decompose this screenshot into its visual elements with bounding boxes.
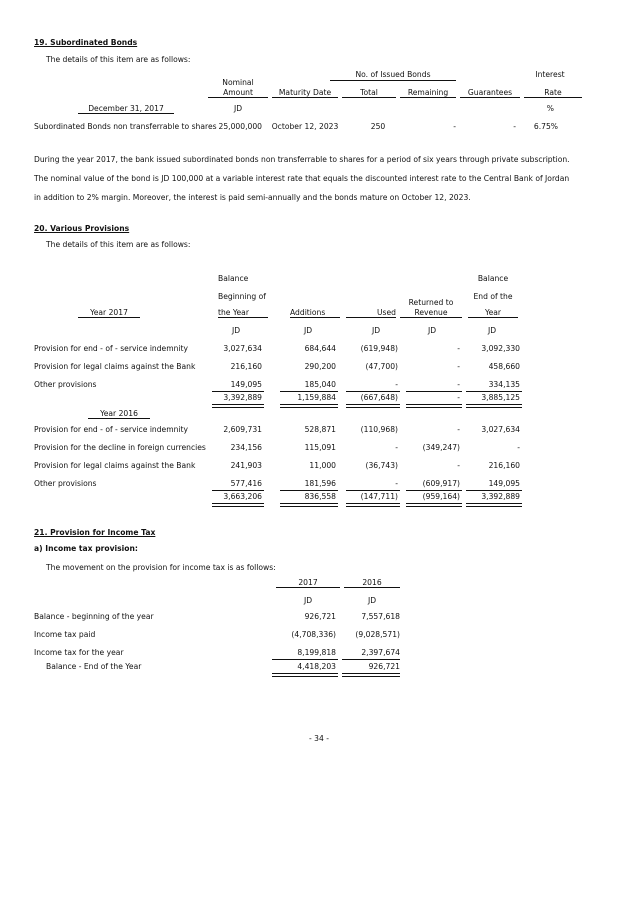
cell-maturity: October 12, 2023 — [271, 122, 339, 131]
col-interest: Interest — [535, 70, 565, 79]
col-guarantees: Guarantees — [460, 88, 520, 98]
issued-bonds-group-header: No. of Issued Bonds — [355, 70, 431, 79]
col-total: Total — [342, 88, 396, 98]
year-2016-label: Year 2016 — [88, 409, 150, 419]
double-rule — [212, 404, 264, 408]
cell-end: 334,135 — [488, 380, 520, 389]
cell-begin: 2,609,731 — [223, 425, 262, 434]
cell-rate: 6.75% — [533, 122, 558, 131]
col-2017: 2017 — [276, 578, 340, 588]
cell-2017: (4,708,336) — [291, 630, 336, 639]
double-rule — [212, 503, 264, 507]
sum-rule — [342, 659, 400, 660]
double-rule — [466, 404, 522, 408]
cell-begin: 216,160 — [230, 362, 262, 371]
sum-rule — [466, 391, 522, 392]
row-label: Other provisions — [34, 479, 97, 488]
cell-end: 216,160 — [488, 461, 520, 470]
col-beginning: Beginning of — [218, 292, 266, 301]
cell-used-total: (667,648) — [360, 393, 398, 402]
col-nominal: Nominal — [222, 78, 254, 87]
col-the-year: the Year — [218, 308, 268, 318]
cell-begin-total: 3,392,889 — [223, 393, 262, 402]
cell-used: - — [395, 443, 398, 452]
header-rule — [330, 80, 456, 81]
section-19-heading: 19. Subordinated Bonds — [34, 38, 138, 47]
double-rule — [406, 503, 462, 507]
unit-percent: % — [546, 104, 554, 113]
cell-used: - — [395, 479, 398, 488]
unit-jd: JD — [427, 326, 437, 335]
date-label: December 31, 2017 — [78, 104, 174, 114]
cell-2017-total: 4,418,203 — [297, 662, 336, 671]
col-amount: Amount — [208, 88, 268, 98]
cell-end: 3,027,634 — [481, 425, 520, 434]
row-label: Provision for legal claims against the Bank — [34, 461, 196, 470]
cell-2016: (9,028,571) — [355, 630, 400, 639]
section-21-intro: The movement on the provision for income tax is as follows: — [46, 563, 276, 572]
cell-additions: 115,091 — [304, 443, 336, 452]
cell-end-total: 3,885,125 — [481, 393, 520, 402]
cell-2016: 2,397,674 — [361, 648, 400, 657]
col-returned: Returned to — [408, 298, 454, 307]
sum-rule — [406, 490, 462, 491]
paragraph: in addition to 2% margin. Moreover, the interest is paid semi-annually and the bonds mature on October 12, 2023. — [34, 193, 471, 202]
cell-end: 3,092,330 — [481, 344, 520, 353]
cell-returned: - — [457, 461, 460, 470]
cell-additions: 684,644 — [304, 344, 336, 353]
sum-rule — [466, 490, 522, 491]
double-rule — [280, 404, 338, 408]
cell-returned: - — [457, 425, 460, 434]
cell-2016: 7,557,618 — [361, 612, 400, 621]
sum-rule — [212, 391, 264, 392]
cell-additions-total: 1,159,884 — [297, 393, 336, 402]
cell-end: - — [517, 443, 520, 452]
year-2017-label: Year 2017 — [78, 308, 140, 318]
cell-used: (110,968) — [360, 425, 398, 434]
double-rule — [346, 404, 400, 408]
cell-additions-total: 836,558 — [304, 492, 336, 501]
cell-additions: 290,200 — [304, 362, 336, 371]
cell-used: (36,743) — [365, 461, 398, 470]
cell-begin: 241,903 — [230, 461, 262, 470]
unit-jd: JD — [233, 104, 243, 113]
cell-begin: 577,416 — [230, 479, 262, 488]
cell-additions: 181,596 — [304, 479, 336, 488]
cell-used: - — [395, 380, 398, 389]
cell-remaining: - — [453, 122, 456, 131]
col-revenue: Revenue — [400, 308, 462, 318]
cell-used: (47,700) — [365, 362, 398, 371]
cell-2016-total: 926,721 — [368, 662, 400, 671]
sum-rule — [346, 490, 400, 491]
cell-returned: - — [457, 344, 460, 353]
cell-amount: 25,000,000 — [218, 122, 262, 131]
col-additions: Additions — [290, 308, 340, 318]
double-rule — [346, 503, 400, 507]
double-rule — [406, 404, 462, 408]
col-2016: 2016 — [344, 578, 400, 588]
row-label: Provision for end - of - service indemnity — [34, 425, 189, 434]
sum-rule — [406, 391, 462, 392]
sub-heading-a: a) Income tax provision: — [34, 544, 138, 553]
cell-additions: 185,040 — [304, 380, 336, 389]
cell-2017: 926,721 — [304, 612, 336, 621]
cell-returned: (609,917) — [422, 479, 460, 488]
sum-rule — [280, 490, 338, 491]
row-label: Income tax for the year — [34, 648, 124, 657]
unit-jd: JD — [367, 596, 377, 605]
cell-begin: 3,027,634 — [223, 344, 262, 353]
cell-returned-total: - — [457, 393, 460, 402]
cell-2017: 8,199,818 — [297, 648, 336, 657]
cell-returned-total: (959,164) — [422, 492, 460, 501]
section-19-intro: The details of this item are as follows: — [46, 55, 191, 64]
col-balance-end: Balance — [477, 274, 509, 283]
double-rule — [342, 673, 400, 677]
cell-used-total: (147,711) — [360, 492, 398, 501]
cell-begin-total: 3,663,206 — [223, 492, 262, 501]
unit-jd: JD — [487, 326, 497, 335]
cell-end: 149,095 — [488, 479, 520, 488]
cell-total: 250 — [370, 122, 386, 131]
row-label: Provision for end - of - service indemnity — [34, 344, 189, 353]
col-end-of-the: End of the — [473, 292, 513, 301]
unit-jd: JD — [231, 326, 241, 335]
sum-rule — [346, 391, 400, 392]
unit-jd: JD — [303, 326, 313, 335]
double-rule — [280, 503, 338, 507]
section-20-heading: 20. Various Provisions — [34, 224, 130, 233]
cell-returned: - — [457, 380, 460, 389]
double-rule — [272, 673, 338, 677]
cell-begin: 234,156 — [230, 443, 262, 452]
row-label: Other provisions — [34, 380, 97, 389]
paragraph: During the year 2017, the bank issued subordinated bonds non transferrable to shares for a period of six years through private subscription. — [34, 155, 570, 164]
unit-jd: JD — [371, 326, 381, 335]
sum-rule — [272, 659, 338, 660]
sum-rule — [212, 490, 264, 491]
sum-rule — [280, 391, 338, 392]
cell-returned: - — [457, 362, 460, 371]
cell-additions: 528,871 — [304, 425, 336, 434]
col-rate: Rate — [524, 88, 582, 98]
col-remaining: Remaining — [400, 88, 456, 98]
cell-end-total: 3,392,889 — [481, 492, 520, 501]
row-label: Subordinated Bonds non transferrable to shares — [34, 122, 217, 131]
unit-jd: JD — [303, 596, 313, 605]
page-number: - 34 - — [309, 734, 329, 743]
cell-begin: 149,095 — [230, 380, 262, 389]
paragraph: The nominal value of the bond is JD 100,000 at a variable interest rate that equals the discounted interest rate to the Central Bank of Jordan — [34, 174, 570, 183]
row-label: Balance - beginning of the year — [34, 612, 154, 621]
double-rule — [466, 503, 522, 507]
cell-returned: (349,247) — [422, 443, 460, 452]
cell-end: 458,660 — [488, 362, 520, 371]
cell-used: (619,948) — [360, 344, 398, 353]
section-20-intro: The details of this item are as follows: — [46, 240, 191, 249]
col-maturity: Maturity Date — [272, 88, 338, 98]
cell-additions: 11,000 — [309, 461, 336, 470]
row-label-total: Balance - End of the Year — [46, 662, 142, 671]
row-label: Income tax paid — [34, 630, 96, 639]
col-balance: Balance — [218, 274, 249, 283]
section-21-heading: 21. Provision for Income Tax — [34, 528, 156, 537]
row-label: Provision for the decline in foreign currencies — [34, 443, 206, 452]
col-year: Year — [468, 308, 518, 318]
row-label: Provision for legal claims against the Bank — [34, 362, 196, 371]
cell-guarantees: - — [513, 122, 516, 131]
col-used: Used — [346, 308, 396, 318]
